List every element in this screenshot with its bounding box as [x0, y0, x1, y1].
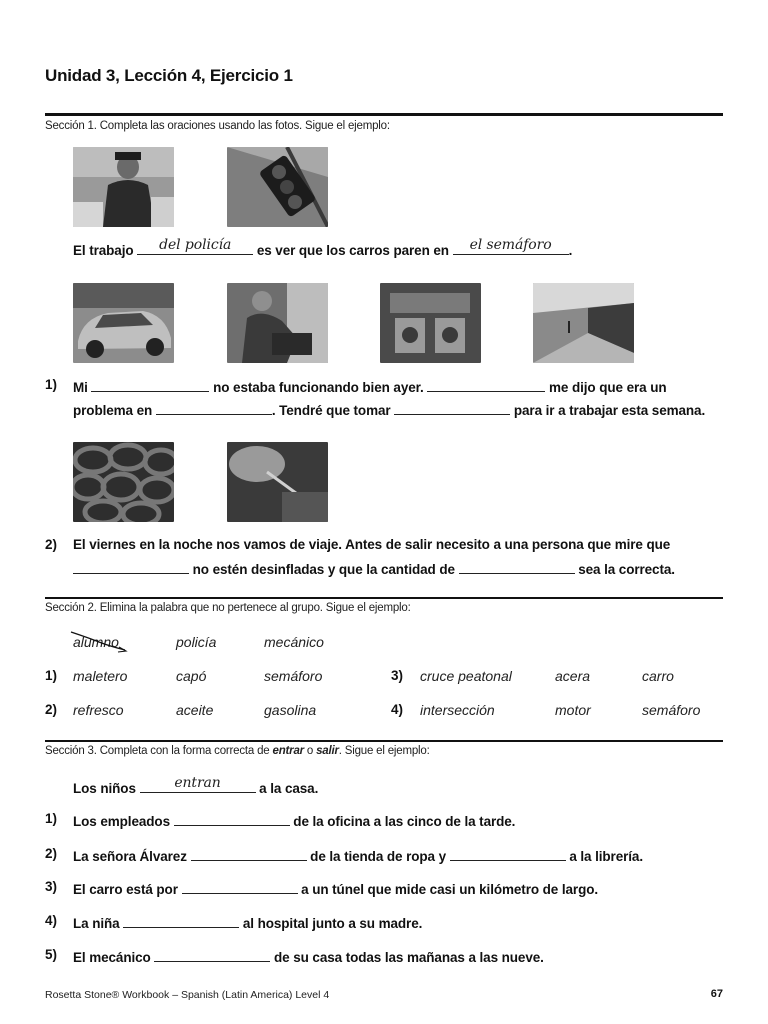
- s3-item5: [73, 947, 544, 965]
- s3-item5-text-a: El mecánico: [73, 950, 151, 965]
- s2-group3-word-2[interactable]: acera: [555, 668, 591, 684]
- s2-group2-number: 2): [45, 702, 58, 717]
- s3-item4-blank[interactable]: [123, 913, 239, 928]
- s3-item3-blank[interactable]: [182, 879, 298, 894]
- s3-item3-text-a: El carro está por: [73, 882, 178, 897]
- photo-traffic-light: [227, 147, 328, 227]
- s2-example-word-1: [73, 634, 119, 650]
- photo-mechanic: [227, 283, 328, 363]
- s1-item1-number: 1): [45, 377, 58, 392]
- example-text-2: es ver que los carros paren en: [256, 243, 449, 258]
- s1-item1-blank-2[interactable]: [427, 377, 545, 392]
- s3-item3-text-b: a un túnel que mide casi un kilómetro de largo.: [301, 882, 599, 897]
- s3-item2-number: 2): [45, 846, 58, 861]
- photo-oil-dipstick: [227, 442, 328, 522]
- s1-item1-text-a: Mi: [73, 380, 88, 395]
- s3-item1-number: 1): [45, 811, 58, 826]
- s1-item2-line1: El viernes en la noche nos vamos de viaje. Antes de salir necesito a una persona que mire que: [73, 537, 671, 552]
- s2-group4-number: 4): [391, 702, 404, 717]
- example-answer-2: el semáforo: [469, 237, 552, 253]
- s3-item3-number: 3): [45, 879, 58, 894]
- s2-group3-number: 3): [391, 668, 404, 683]
- s3-item2-blank-2[interactable]: [450, 846, 566, 861]
- s3-instruction-text-b: o: [303, 745, 317, 757]
- s3-item4-number: 4): [45, 913, 58, 928]
- s3-item5-blank[interactable]: [154, 947, 270, 962]
- s3-item1-text-b: de la oficina a las cinco de la tarde.: [293, 814, 516, 829]
- s3-example-answer: entran: [174, 775, 221, 791]
- section1-instruction: Sección 1. Completa las oraciones usando las fotos. Sigue el ejemplo:: [45, 120, 390, 132]
- s3-item4-text-b: al hospital junto a su madre.: [242, 916, 423, 931]
- s2-group1-number: 1): [45, 668, 58, 683]
- s1-item2-blank-1[interactable]: [73, 559, 189, 574]
- s2-group4-word-2[interactable]: motor: [555, 702, 591, 718]
- s3-example-blank: [140, 775, 256, 793]
- s2-group2-word-1[interactable]: refresco: [73, 702, 124, 718]
- section-divider: [45, 740, 723, 742]
- section2-instruction: Sección 2. Elimina la palabra que no pertenece al grupo. Sigue el ejemplo:: [45, 602, 411, 614]
- example-blank-2: [453, 237, 569, 255]
- s3-item1-blank[interactable]: [174, 811, 290, 826]
- s3-example: [73, 775, 319, 796]
- s2-group2-word-3[interactable]: gasolina: [264, 702, 317, 718]
- s2-group3-word-1[interactable]: cruce peatonal: [420, 668, 512, 684]
- example-text-1: El trabajo: [73, 243, 134, 258]
- photo-car: [73, 283, 174, 363]
- s1-item1-line1: [73, 377, 667, 395]
- s1-item1-text-f: para ir a trabajar esta semana.: [513, 403, 706, 418]
- s3-item2: [73, 846, 643, 864]
- s1-item2-number: 2): [45, 537, 58, 552]
- section1-example: [73, 237, 573, 258]
- s3-instruction-text-a: Sección 3. Completa con la forma correcta de: [45, 745, 273, 757]
- s3-instruction-text-c: . Sigue el ejemplo:: [338, 745, 430, 757]
- s1-item1-text-b: no estaba funcionando bien ayer.: [213, 380, 424, 395]
- photo-police-officer: [73, 147, 174, 227]
- s2-group4-word-1[interactable]: intersección: [420, 702, 495, 718]
- s1-item1-blank-1[interactable]: [91, 377, 209, 392]
- photo-engine: [380, 283, 481, 363]
- s1-item1-blank-3[interactable]: [156, 400, 272, 415]
- section3-instruction: [45, 745, 430, 757]
- s3-verb-entrar: entrar: [272, 745, 304, 757]
- s1-item1-text-e: . Tendré que tomar: [271, 403, 391, 418]
- s3-item2-text-c: a la librería.: [569, 849, 643, 864]
- footer-publisher: Rosetta Stone® Workbook – Spanish (Latin America) Level 4: [45, 989, 330, 1001]
- s3-verb-salir: salir: [316, 745, 339, 757]
- s3-item2-blank-1[interactable]: [191, 846, 307, 861]
- s2-example-crossed-word: alumno: [73, 634, 119, 650]
- s3-item4-text-a: La niña: [73, 916, 120, 931]
- strike-mark-icon: [69, 628, 129, 654]
- s3-item3: [73, 879, 598, 897]
- section-divider: [45, 597, 723, 599]
- example-blank-1: [137, 237, 253, 255]
- s2-group2-word-2[interactable]: aceite: [176, 702, 214, 718]
- s2-example-word-3: mecánico: [264, 634, 324, 650]
- section-divider: [45, 113, 723, 116]
- s2-group1-word-1[interactable]: maletero: [73, 668, 128, 684]
- s3-item5-number: 5): [45, 947, 58, 962]
- s1-item2-line2: [73, 559, 675, 577]
- s3-item1-text-a: Los empleados: [73, 814, 170, 829]
- s3-example-text-b: a la casa.: [259, 781, 319, 796]
- s2-example-word-2: policía: [176, 634, 217, 650]
- s3-item2-text-b: de la tienda de ropa y: [310, 849, 447, 864]
- s1-item2-text-b: no estén desinfladas y que la cantidad de: [192, 562, 455, 577]
- s2-group3-word-3[interactable]: carro: [642, 668, 674, 684]
- photo-subway-station: [533, 283, 634, 363]
- s1-item1-text-c: me dijo que era un: [549, 380, 667, 395]
- s1-item1-blank-4[interactable]: [394, 400, 510, 415]
- page-number: 67: [710, 988, 723, 1000]
- example-text-3: .: [568, 243, 573, 258]
- s3-item4: [73, 913, 422, 931]
- photo-tires: [73, 442, 174, 522]
- s3-item1: [73, 811, 515, 829]
- s1-item1-text-d: problema en: [73, 403, 153, 418]
- s2-group1-word-3[interactable]: semáforo: [264, 668, 323, 684]
- page-title: Unidad 3, Lección 4, Ejercicio 1: [45, 66, 293, 85]
- s3-item2-text-a: La señora Álvarez: [73, 849, 187, 864]
- s1-item2-blank-2[interactable]: [459, 559, 575, 574]
- s2-group4-word-3[interactable]: semáforo: [642, 702, 701, 718]
- s2-group1-word-2[interactable]: capó: [176, 668, 207, 684]
- s1-item1-line2: [73, 400, 705, 418]
- s3-example-text-a: Los niños: [73, 781, 136, 796]
- s3-item5-text-b: de su casa todas las mañanas a las nueve.: [274, 950, 544, 965]
- s1-item2-text-c: sea la correcta.: [578, 562, 675, 577]
- example-answer-1: del policía: [159, 237, 232, 253]
